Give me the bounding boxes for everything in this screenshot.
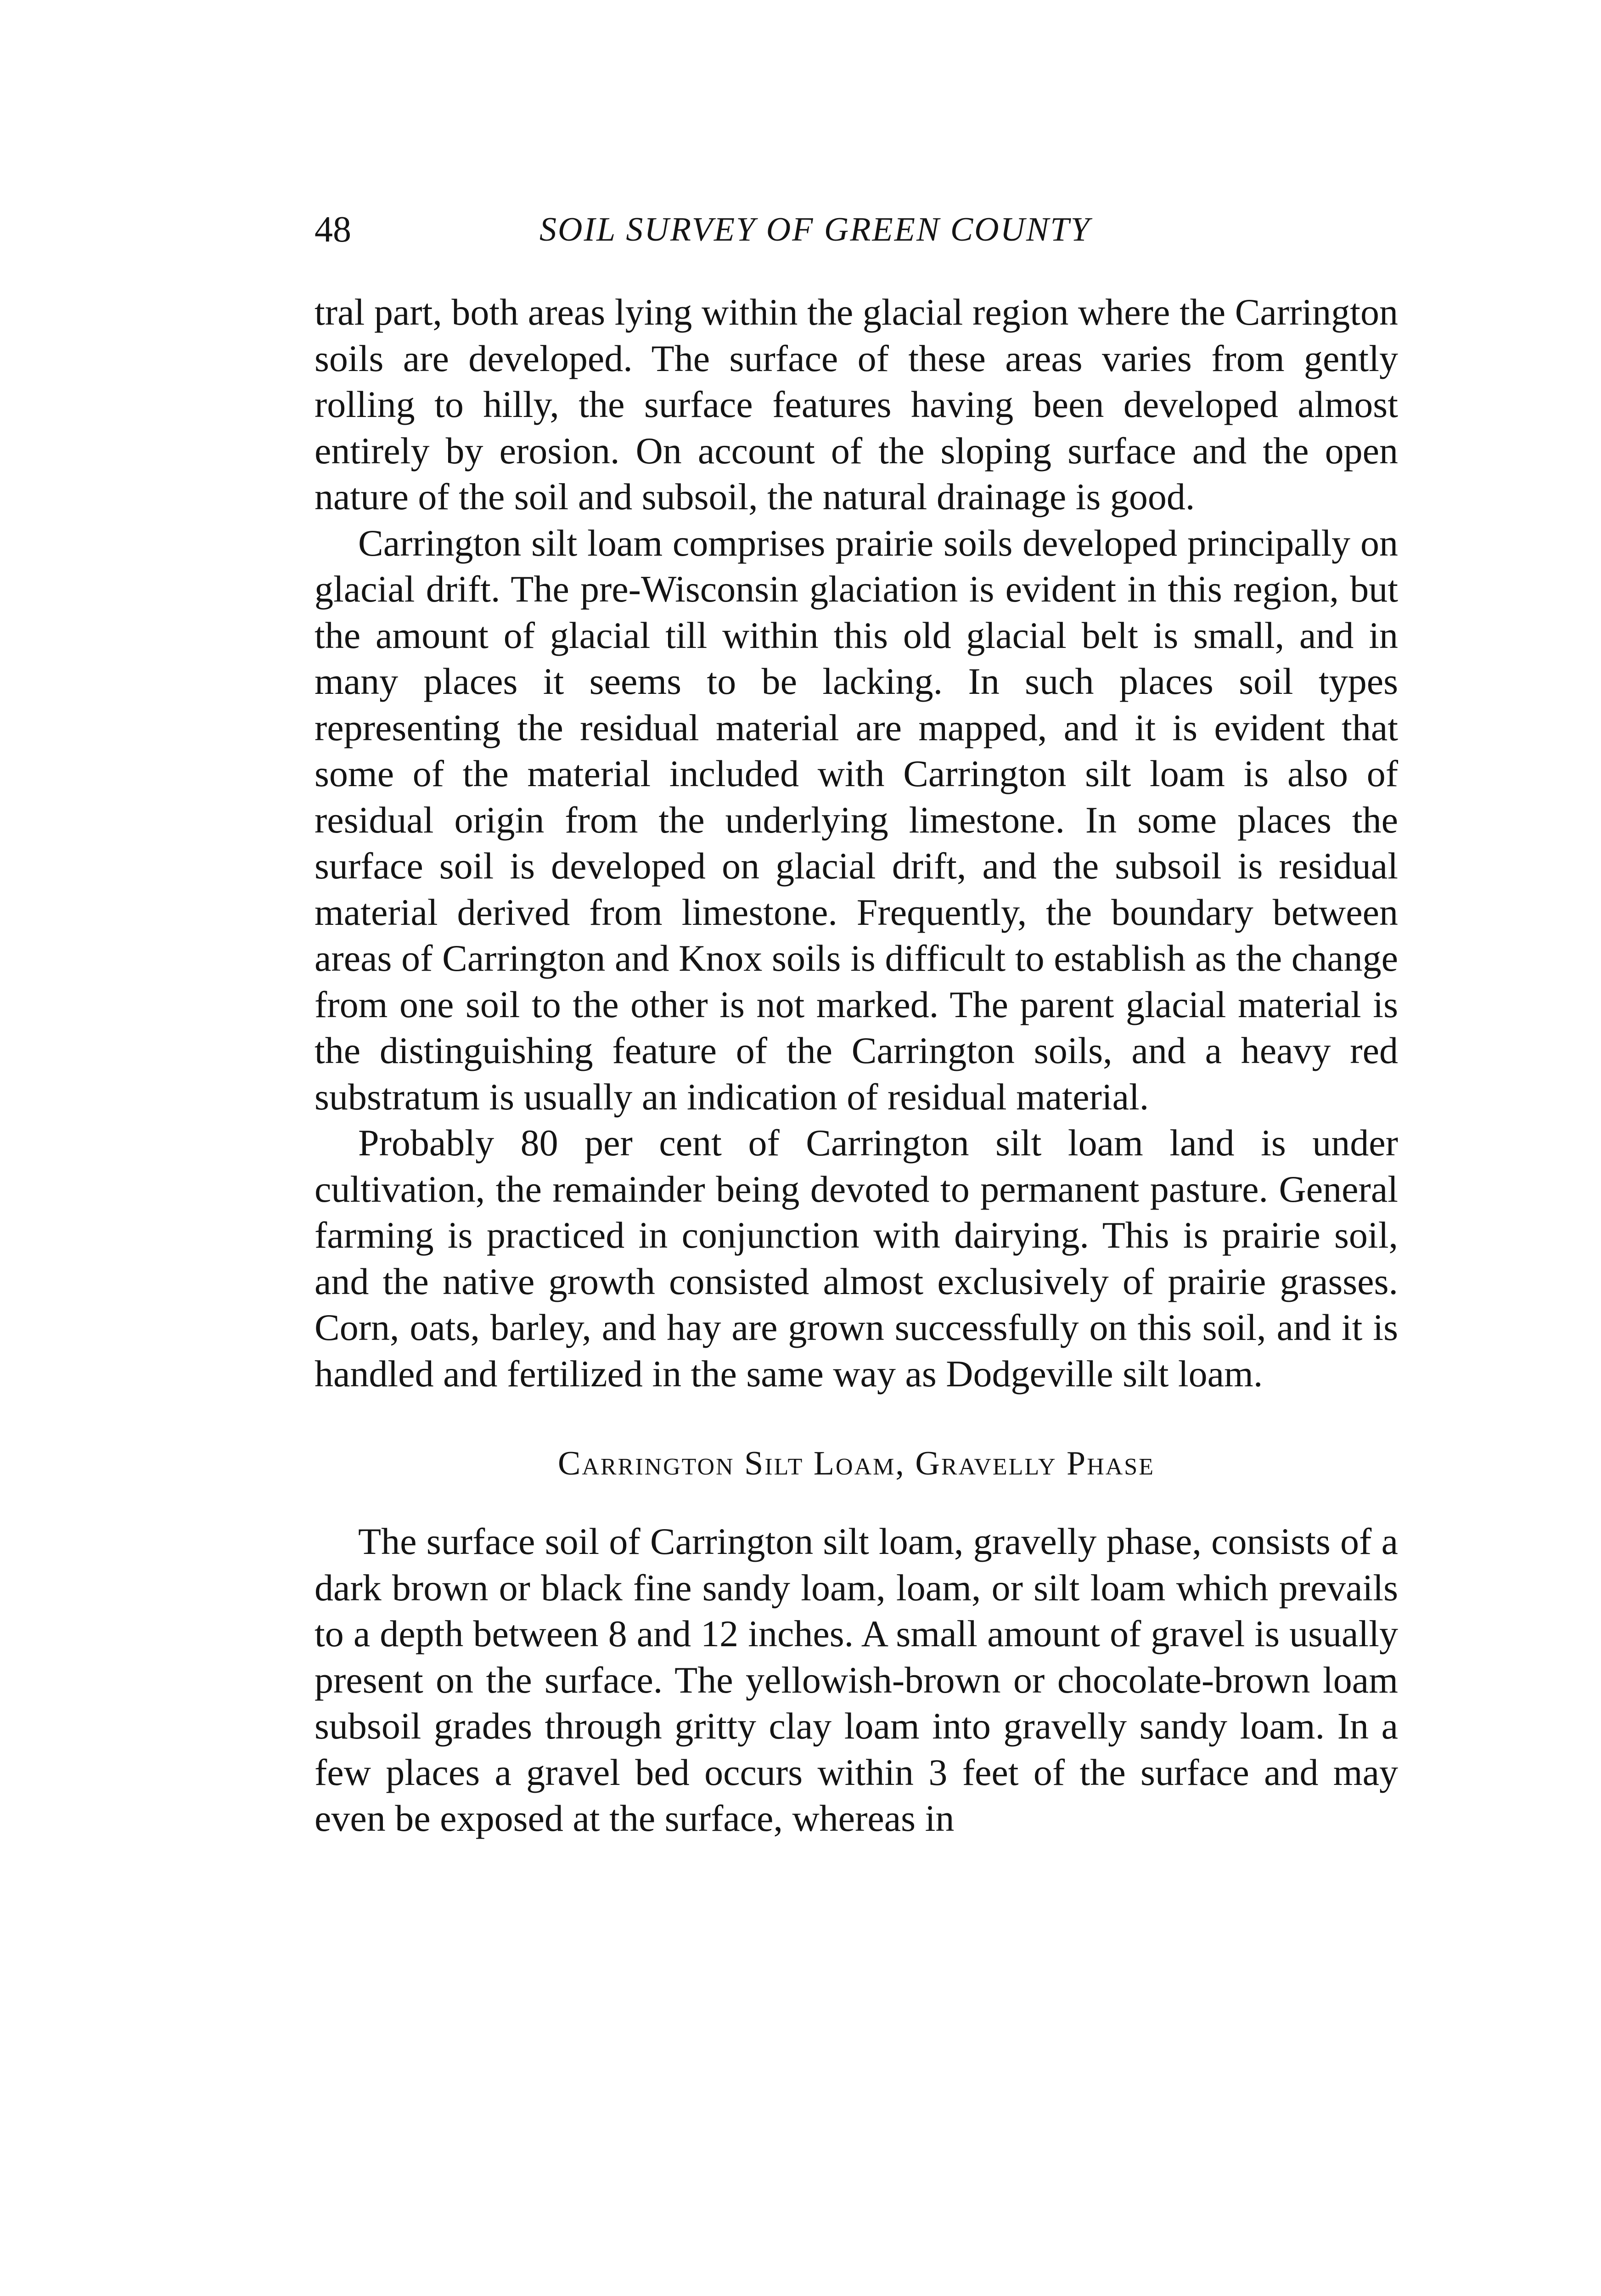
paragraph-gravelly-phase: The surface soil of Carrington silt loam, gravelly phase, consists of a dark brown or black fine sandy loam, loam, or silt loam which prevails to a depth between 8 and 12 inches. A small amount of gravel is usually present on the surface. The yellowish-brown or chocolate-brown loam subsoil grades through gritty clay loam into gravelly sandy loam. In a few places a gravel bed occurs within 3 feet of the surface and may even be exposed at the surface, whereas in	[315, 1520, 1398, 1839]
body-text	[315, 289, 1398, 1842]
paragraph-carrington-silt-loam: Carrington silt loam comprises prairie soils developed principally on glacial drift. The pre-Wisconsin glaciation is evident in this region, but the amount of glacial till within this old glacial belt is small, and in many places it seems to be lacking. In such places soil types representing the residual material are mapped, and it is evident that some of the material included with Carrington silt loam is also of residual origin from the underlying limestone. In some places the surface soil is developed on glacial drift, and the subsoil is residual material derived from limestone. Frequently, the boundary between areas of Carrington and Knox soils is difficult to establish as the change from one soil to the other is not marked. The parent glacial material is the distinguishing feature of the Carrington soils, and a heavy red substratum is usually an indication of residual material.	[315, 522, 1398, 1118]
page-number: 48	[315, 209, 351, 250]
paragraph-cultivation: Probably 80 per cent of Carrington silt loam land is under cultivation, the remainder being devoted to permanent pasture. General farming is practiced in conjunction with dairying. This is prairie soil, and the native growth consisted almost exclusively of prairie grasses. Corn, oats, barley, and hay are grown successfully on this soil, and it is handled and fertilized in the same way as Dodgeville silt loam.	[315, 1122, 1398, 1395]
page-header	[315, 197, 1398, 262]
running-title: SOIL SURVEY OF GREEN COUNTY	[539, 211, 1091, 248]
paragraph-continuation: tral part, both areas lying within the glacial region where the Carrington soils are developed. The surface of these areas varies from gently rolling to hilly, the surface features having been developed almost entirely by erosion. On account of the sloping surface and the open nature of the soil and subsoil, the natural drainage is good.	[315, 291, 1398, 518]
section-heading: Carrington Silt Loam, Gravelly Phase	[557, 1445, 1155, 1482]
